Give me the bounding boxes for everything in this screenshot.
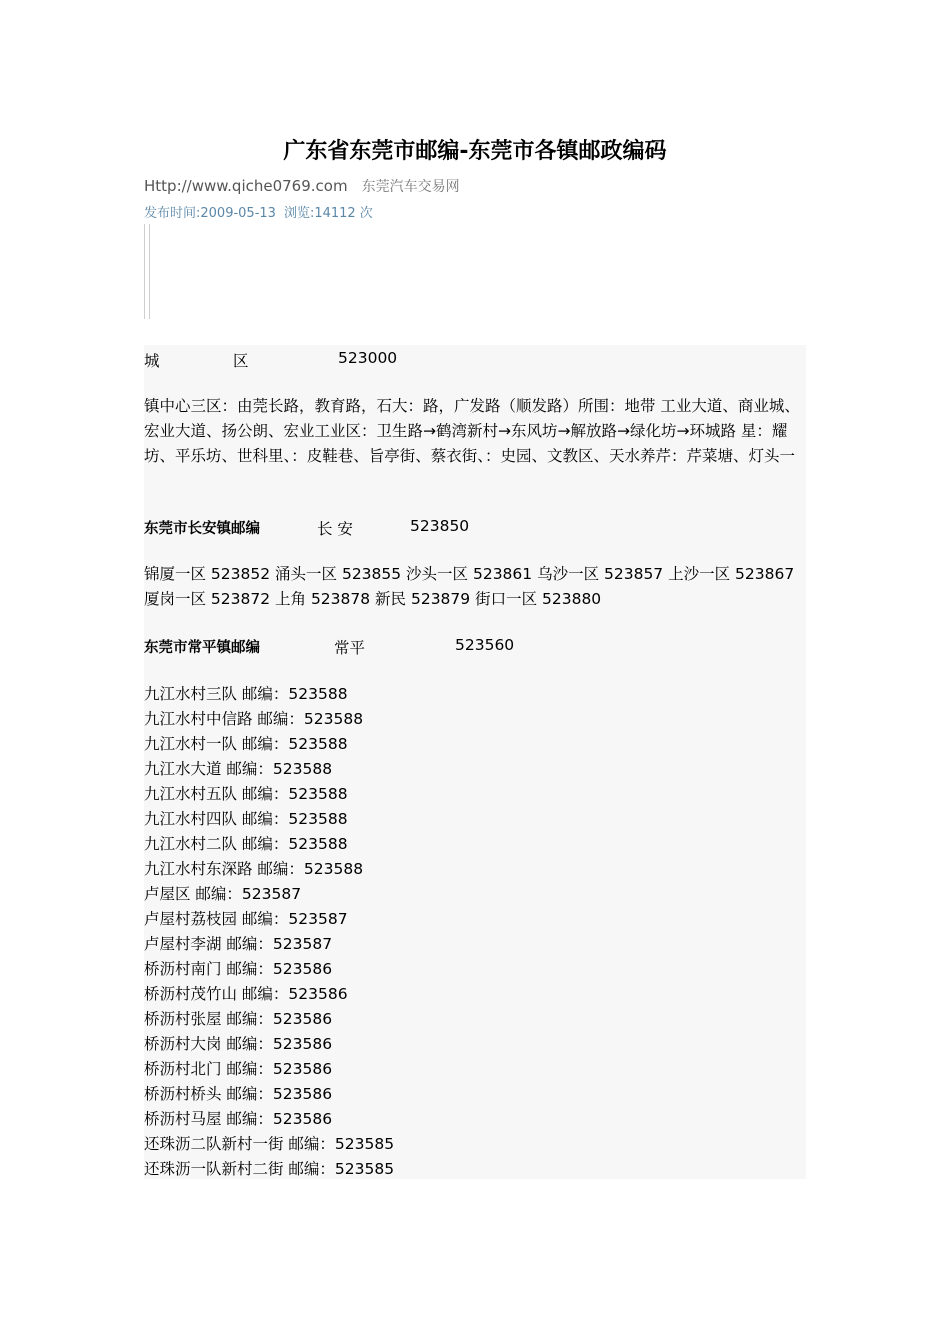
changan-code: 523850 <box>410 517 470 535</box>
list-item: 卢屋区 邮编：523587 <box>144 885 302 903</box>
list-item: 卢屋村荔枝园 邮编：523587 <box>144 910 348 928</box>
list-item: 九江水大道 邮编：523588 <box>144 760 333 778</box>
list-item: 桥沥村北门 邮编：523586 <box>144 1060 333 1078</box>
embedded-frame <box>144 224 150 319</box>
list-item: 桥沥村张屋 邮编：523586 <box>144 1010 333 1028</box>
list-item: 还珠沥一队新村二街 邮编：523585 <box>144 1160 395 1178</box>
list-item: 桥沥村南门 邮编：523586 <box>144 960 333 978</box>
list-item: 九江水村中信路 邮编：523588 <box>144 710 364 728</box>
list-item: 九江水村四队 邮编：523588 <box>144 810 348 828</box>
site-url-link[interactable]: Http://www.qiche0769.com <box>144 177 348 195</box>
site-name: 东莞汽车交易网 <box>361 179 460 195</box>
list-item: 桥沥村大岗 邮编：523586 <box>144 1035 333 1053</box>
city-label-1: 城 <box>144 352 160 370</box>
list-item: 卢屋村李湖 邮编：523587 <box>144 935 333 953</box>
list-item: 九江水村东深路 邮编：523588 <box>144 860 364 878</box>
changping-list <box>144 682 394 1182</box>
changping-name: 常平 <box>334 639 366 657</box>
view-count: 浏览:14112 次 <box>283 206 373 221</box>
list-item: 九江水村三队 邮编：523588 <box>144 685 348 703</box>
publish-date: 发布时间:2009-05-13 <box>144 206 276 221</box>
page-title: 广东省东莞市邮编-东莞市各镇邮政编码 <box>283 139 667 164</box>
list-item: 桥沥村茂竹山 邮编：523586 <box>144 985 348 1003</box>
changping-code: 523560 <box>455 636 515 654</box>
list-item: 九江水村一队 邮编：523588 <box>144 735 348 753</box>
changan-name: 长 安 <box>317 520 353 538</box>
changping-heading: 东莞市常平镇邮编 <box>144 640 260 656</box>
list-item: 还珠沥二队新村一街 邮编：523585 <box>144 1135 395 1153</box>
article-meta <box>144 202 373 221</box>
list-item: 九江水村二队 邮编：523588 <box>144 835 348 853</box>
list-item: 桥沥村桥头 邮编：523586 <box>144 1085 333 1103</box>
changan-heading: 东莞市长安镇邮编 <box>144 521 260 537</box>
city-label-2: 区 <box>233 352 249 370</box>
changan-description: 锦厦一区 523852 涌头一区 523855 沙头一区 523861 乌沙一区 523857 上沙一区 523867 厦岗一区 523872 上角 523878 新民 523879 街口一区 523880 <box>144 565 795 608</box>
city-code: 523000 <box>338 349 398 367</box>
list-item: 桥沥村马屋 邮编：523586 <box>144 1110 333 1128</box>
article-body <box>144 345 806 1179</box>
city-description: 镇中心三区：由莞长路，教育路，石大：路，广发路（顺发路）所围：地带 工业大道、商业城、宏业大道、扬公朗、宏业工业区：卫生路→鹤湾新村→东风坊→解放路→绿化坊→环城路 星：耀坊、平乐坊、世科里、：皮鞋巷、旨亭街、蔡衣街、：史园、文教区、天水养芹：芹菜塘、灯头一 <box>144 397 800 465</box>
list-item: 九江水村五队 邮编：523588 <box>144 785 348 803</box>
site-info <box>144 176 460 196</box>
